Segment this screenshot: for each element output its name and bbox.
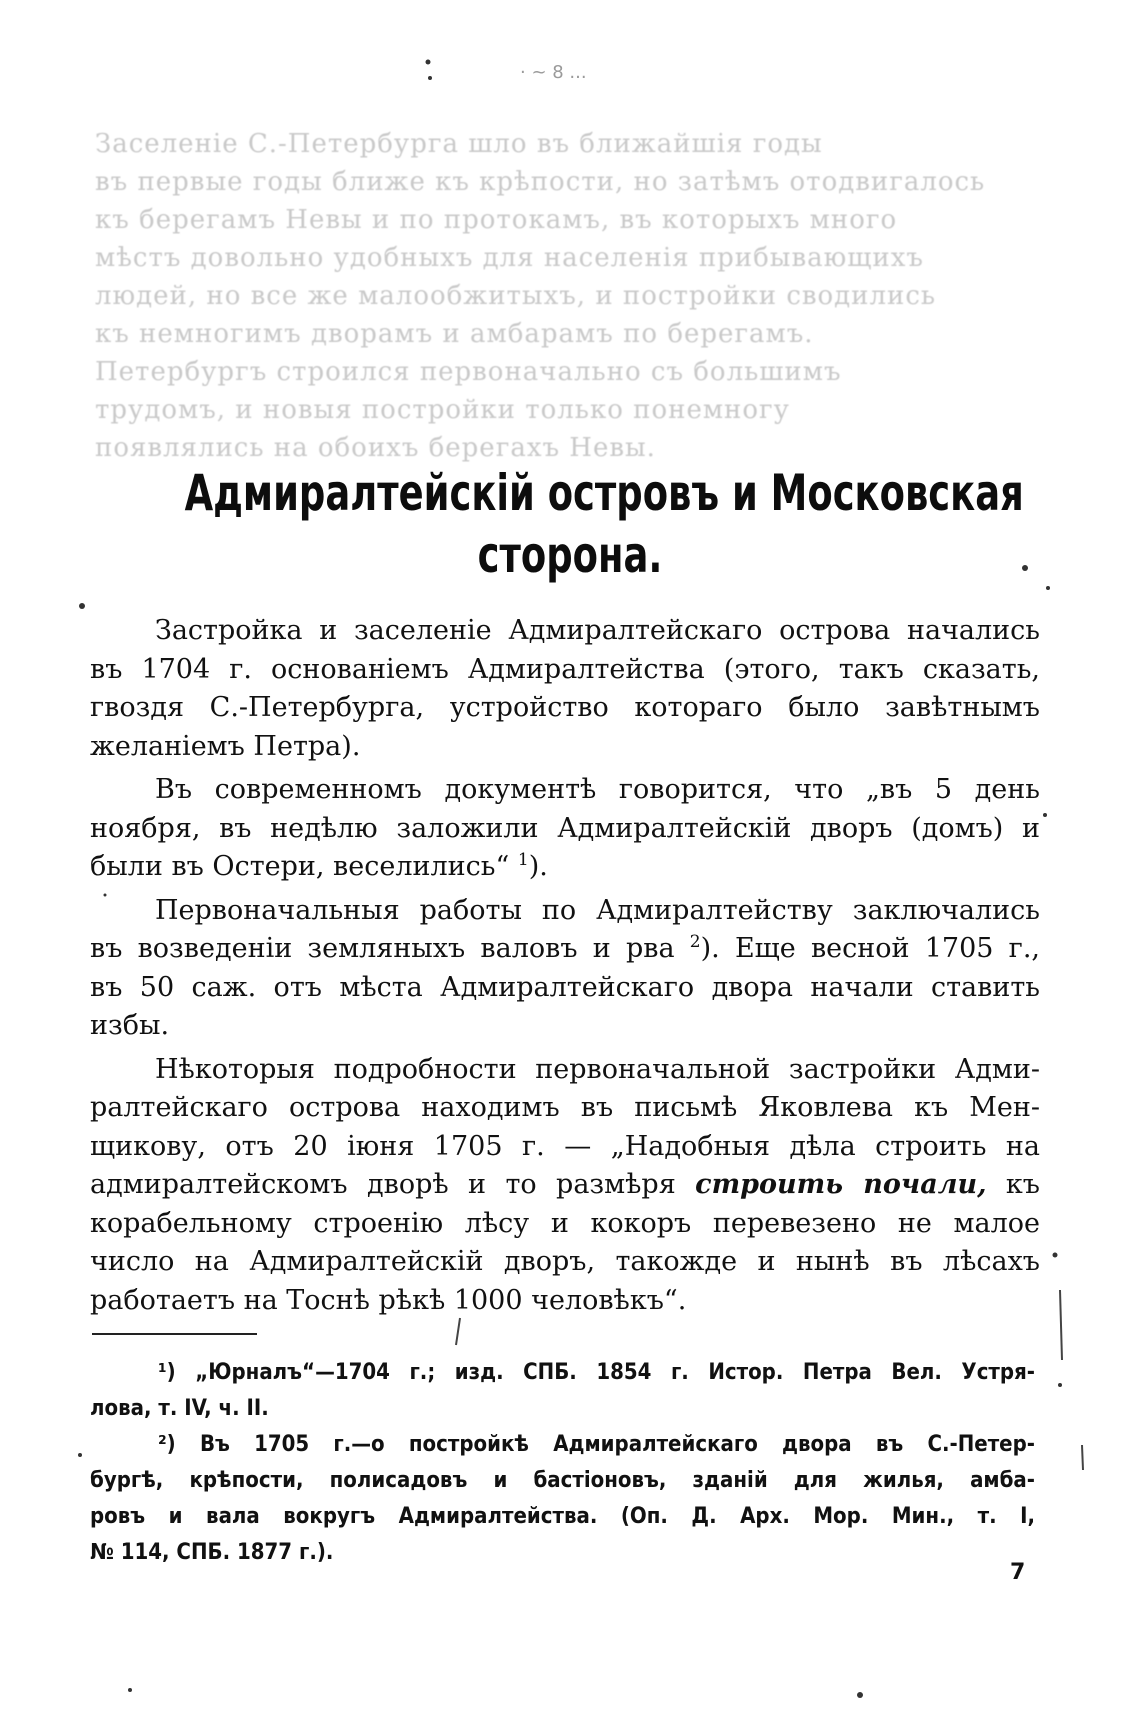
text-fragment: ) (528, 851, 540, 882)
speck (1058, 1383, 1062, 1387)
body-text (90, 612, 1040, 1325)
page-number: 7 (1010, 1560, 1026, 1585)
footnote-line: бургѣ, крѣпости, полисадовъ и бастіоновъ, зданій для жилья, амба- (90, 1468, 1035, 1493)
bleed-through-text (95, 125, 1055, 467)
speck (426, 60, 431, 65)
emphasized-phrase: строить почали, (695, 1169, 987, 1200)
text-fragment: адмиралтейскомъ дворѣ и то размѣря (90, 1169, 696, 1200)
page-top-mark: · ~ 8 ... (520, 62, 587, 83)
footnote-line: лова, т. IV, ч. II. (90, 1396, 269, 1421)
speck (428, 76, 432, 80)
text-line (90, 1166, 1040, 1205)
bleed-line: трудомъ, и новыя постройки только понемногу (95, 395, 790, 425)
paragraph-3 (90, 892, 1040, 1046)
footnote-line: ровъ и вала вокругъ Адмиралтейства. (Оп. Д. Арх. Мор. Мин., т. I, (90, 1504, 1035, 1529)
scan-edge-line (1060, 1290, 1062, 1360)
paragraph-2 (90, 771, 1040, 887)
text-fragment: въ возведеніи земляныхъ валовъ и рва (90, 933, 675, 964)
text-line: щикову, отъ 20 іюня 1705 г. — „Надобныя дѣла строить на (90, 1130, 1040, 1162)
speck (78, 1453, 82, 1457)
text-line: Нѣкоторыя подробности первоначальной застройки Адми- (155, 1053, 1040, 1085)
footnote-marker: ²) (158, 1432, 176, 1457)
text-line: ралтейскаго острова находимъ въ письмѣ Яковлева къ Мен- (90, 1092, 1040, 1123)
text-line: Первоначальныя работы по Адмиралтейству заключались (155, 894, 1040, 926)
scan-edge-line (1082, 1445, 1083, 1470)
chapter-title-line-2: сторона. (477, 526, 663, 584)
footnote-marker: ¹) (158, 1360, 176, 1385)
text-line: въ 50 саж. отъ мѣста Адмиралтейскаго двора начали ставить (90, 971, 1040, 1003)
footnote-divider (92, 1333, 257, 1335)
speck (1022, 565, 1028, 571)
paragraph-4 (90, 1051, 1040, 1321)
text-line: избы. (90, 1010, 170, 1041)
text-fragment: Въ 1705 г.—о постройкѣ Адмиралтейскаго двора въ С.-Петер- (199, 1432, 1036, 1457)
text-line: Застройка и заселеніе Адмиралтейскаго острова начались (155, 615, 1040, 646)
footnotes (90, 1355, 1035, 1571)
speck (79, 603, 85, 609)
bleed-line: людей, но все же малообжитыхъ, и постройки сводились (95, 281, 937, 311)
paragraph-1 (90, 612, 1040, 766)
chapter-title (184, 462, 1024, 586)
bleed-line: мѣстъ довольно удобныхъ для населенія прибывающихъ (95, 243, 924, 273)
footnote-line: № 114, СПБ. 1877 г.). (90, 1540, 334, 1565)
text-line (90, 848, 1040, 887)
text-line: гвоздя С.-Петербурга, устройство котораго было завѣтнымъ (90, 692, 1040, 723)
footnote-2 (90, 1427, 1035, 1571)
text-line (90, 930, 1040, 969)
speck (1046, 586, 1050, 590)
text-line: ноября, въ недѣлю заложили Адмиралтейскій дворъ (домъ) и (90, 812, 1040, 844)
text-fragment: „Юрналъ“—1704 г.; изд. СПБ. 1854 г. Истор. Петра Вел. Устря- (195, 1360, 1035, 1385)
footnote-1 (90, 1355, 1035, 1427)
text-line: Въ современномъ документѣ говорится, что „въ 5 день (155, 774, 1040, 805)
text-fragment: . (539, 851, 548, 882)
bleed-line: къ немногимъ дворамъ и амбарамъ по берегамъ. (95, 319, 814, 349)
footnote-line (90, 1427, 1035, 1463)
bleed-line: Заселеніе С.-Петербурга шло въ ближайшія годы (95, 129, 823, 159)
bleed-line: появлялись на обоихъ берегахъ Невы. (95, 433, 656, 463)
text-line: число на Адмиралтейскій дворъ, такожде и нынѣ въ лѣсахъ (90, 1246, 1040, 1277)
text-line: въ 1704 г. основаніемъ Адмиралтейства (этого, такъ сказать, (90, 653, 1040, 685)
text-fragment: къ (986, 1169, 1040, 1200)
footnote-line (90, 1355, 1035, 1391)
text-fragment: ). Еще весной 1705 г., (700, 933, 1040, 964)
text-line: работаетъ на Тоснѣ рѣкѣ 1000 человѣкъ“. (90, 1284, 687, 1316)
text-line: корабельному строенію лѣсу и кокоръ перевезено не малое (90, 1207, 1040, 1239)
bleed-line: въ первые годы ближе къ крѣпости, но затѣмъ отодвигалось (95, 167, 986, 197)
text-fragment: были въ Остери, веселились“ (90, 851, 510, 882)
speck (128, 1688, 132, 1692)
text-line: желаніемъ Петра). (90, 730, 361, 762)
speck (857, 1692, 863, 1698)
bleed-line: къ берегамъ Невы и по протокамъ, въ которыхъ много (95, 205, 898, 235)
speck (1053, 1253, 1058, 1258)
footnote-ref-2[interactable]: 2 (689, 932, 701, 952)
footnote-ref-1[interactable]: 1 (517, 850, 529, 870)
bleed-line: Петербургъ строился первоначально съ большимъ (95, 357, 842, 387)
speck (1043, 813, 1047, 817)
chapter-title-line-1: Адмиралтейскій островъ и Московская (184, 464, 1024, 522)
